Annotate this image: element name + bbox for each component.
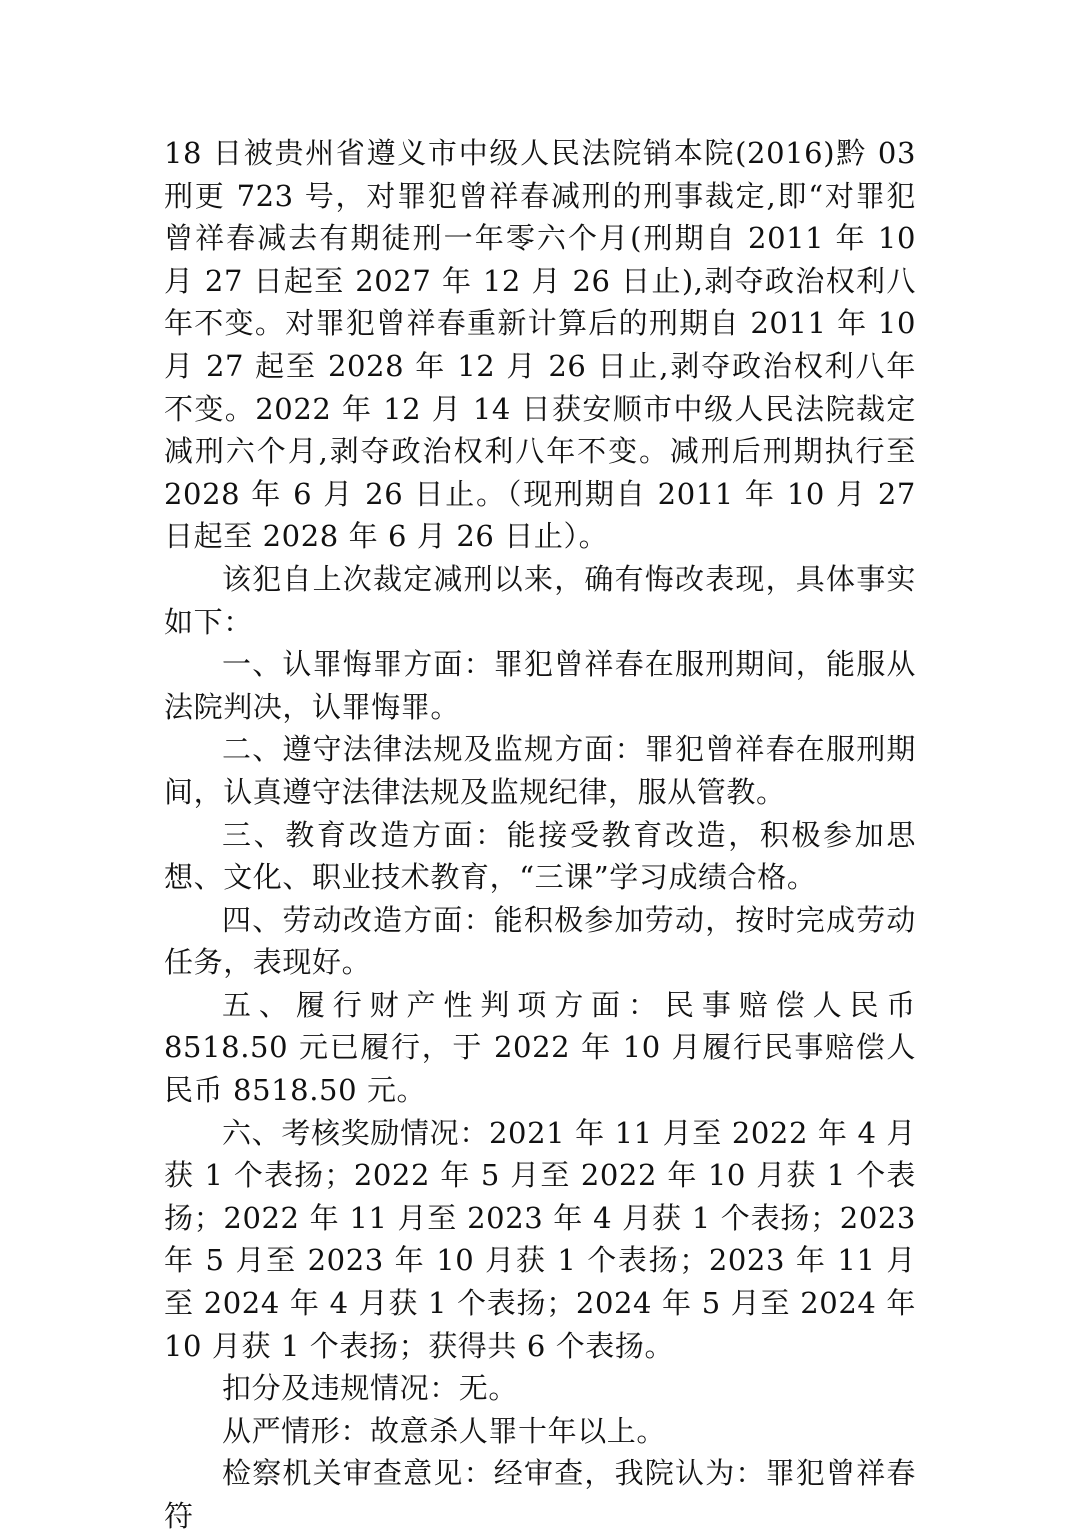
paragraph-procuratorate-opinion: 检察机关审查意见：经审查，我院认为：罪犯曾祥春符: [164, 1456, 916, 1533]
paragraph-labor: 四、劳动改造方面：能积极参加劳动，按时完成劳动任务，表现好。: [164, 902, 916, 980]
paragraph-property-judgment: 五、履行财产性判项方面：民事赔偿人民币 8518.50 元已履行，于 2022 年 10 月履行民事赔偿人民币 8518.50 元。: [164, 987, 916, 1108]
paragraph-rewards: 六、考核奖励情况：2021 年 11 月至 2022 年 4 月获 1 个表扬；2022 年 5 月至 2022 年 10 月获 1 个表扬；2022 年 11 月至 2023 年 4 月获 1 个表扬；2023 年 5 月至 2023 年 10 月获 1 个表扬；2023 年 11 月至 2024 年 4 月获 1 个表扬；2024 年 5 月至 2024 年 10 月获 1 个表扬；获得共 6 个表扬。: [164, 1115, 916, 1363]
paragraph-law-compliance: 二、遵守法律法规及监规方面：罪犯曾祥春在服刑期间，认真遵守法律法规及监规纪律，服从管教。: [164, 732, 916, 809]
paragraph-guilt-admission: 一、认罪悔罪方面：罪犯曾祥春在服刑期间，能服从法院判决，认罪悔罪。: [164, 647, 916, 724]
paragraph-repentance-intro: 该犯自上次裁定减刑以来，确有悔改表现，具体事实如下：: [164, 561, 916, 639]
paragraph-education: 三、教育改造方面：能接受教育改造，积极参加思想、文化、职业技术教育，“三课”学习成绩合格。: [164, 817, 916, 895]
paragraph-violations: 扣分及违规情况：无。: [222, 1371, 519, 1406]
paragraph-strict-circumstances: 从严情形：故意杀人罪十年以上。: [222, 1413, 667, 1448]
paragraph-sentence-history: 18 日被贵州省遵义市中级人民法院销本院(2016)黔 03 刑更 723 号，对罪犯曾祥春减刑的刑事裁定,即“对罪犯曾祥春减去有期徒刑一年零六个月(刑期自 2011 年 10 月 27 日起至 2027 年 12 月 26 日止),剥夺政治权利八年不变。对罪犯曾祥春重新计算后的刑期自 2011 年 10 月 27 起至 2028 年 12 月 26 日止,剥夺政治权利八年不变。2022 年 12 月 14 日获安顺市中级人民法院裁定减刑六个月,剥夺政治权利八年不变。减刑后刑期执行至 2028 年 6 月 26 日止。（现刑期自 2011 年 10 月 27 日起至 2028 年 6 月 26 日止）。: [164, 136, 916, 554]
document-body: [164, 132, 916, 1538]
